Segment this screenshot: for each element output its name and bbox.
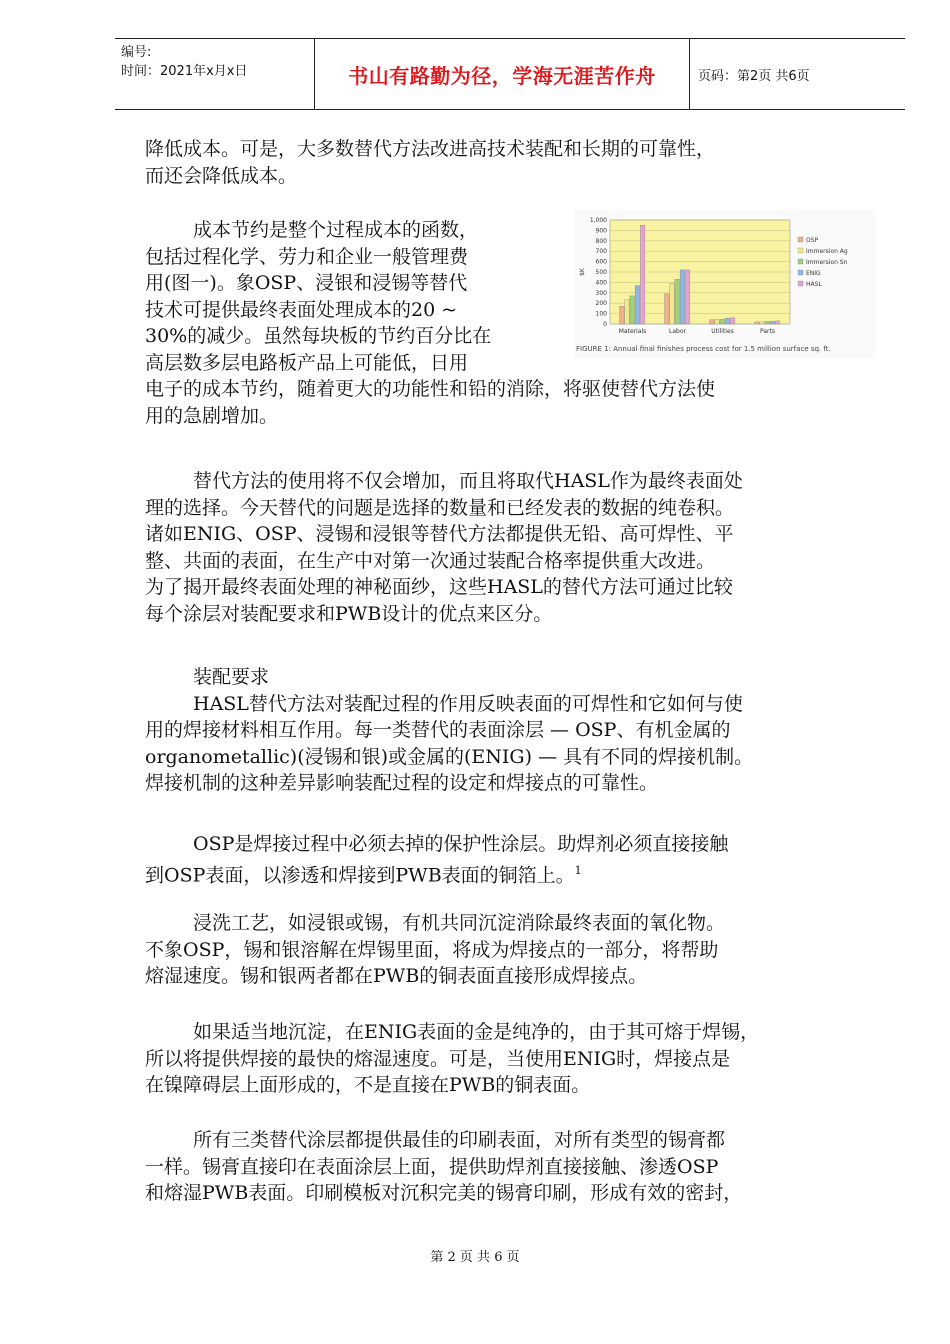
bar [730,318,735,324]
y-axis-label: $K [579,268,586,276]
figure-1 [574,210,876,358]
header-page-info: 页码：第2页 共6页 [698,68,810,84]
bar [680,270,685,324]
text-line: 用的急剧增加。 [145,404,279,427]
bar [760,322,765,324]
text-line: 包括过程化学、劳力和企业一般管理费 [145,245,469,268]
text-line: 如果适当地沉淀，在ENIG表面的金是纯净的，由于其可熔于焊锡， [193,1021,760,1043]
legend-swatch [798,270,803,275]
text-line: 为了揭开最终表面处理的神秘面纱，这些HASL的替代方法可通过比较 [145,576,733,598]
text-line: 不象OSP，锡和银溶解在焊锡里面，将成为焊接点的一部分，将帮助 [145,938,719,961]
y-tick-label: 1,000 [589,217,607,224]
text-line: 30%的减少。虽然每块板的节约百分比在 [145,325,492,347]
section-assembly [145,664,890,797]
text-line: 到OSP表面，以渗透和焊接到PWB表面的铜箔上。 [145,863,575,886]
section-heading: 装配要求 [193,666,270,688]
document-number-label: 编号: [121,45,152,60]
text-line: 降低成本。可是，大多数替代方法改进高技术装配和长期的可靠性， [145,138,716,160]
bar [665,294,670,324]
paragraph-3 [145,468,890,627]
paragraph-6 [145,910,890,990]
bar-chart [574,210,876,345]
x-tick-label: Labor [669,328,686,335]
bar [670,283,675,324]
text-line: organometallic)(浸锡和银)或金属的(ENIG) — 具有不同的焊接机制。 [145,745,754,768]
y-tick-label: 300 [595,289,607,297]
x-tick-label: Parts [760,328,775,335]
page-header [115,38,905,110]
figure-caption: FIGURE 1: Annual final finishes process cost for 1.5 million surface sq. ft. [576,345,831,353]
text-line: 熔湿速度。锡和银两者都在PWB的铜表面直接形成焊接点。 [145,965,648,987]
bar [625,300,630,324]
legend-label: ENIG [806,270,821,277]
bar [755,322,760,324]
bar [770,321,775,324]
y-tick-label: 400 [595,279,607,287]
text-line: 所有三类替代涂层都提供最佳的印刷表面，对所有类型的锡膏都 [193,1129,726,1151]
header-motto: 书山有路勤为径，学海无涯苦作舟 [315,39,690,109]
text-line: OSP是焊接过程中必须去掉的保护性涂层。助焊剂必须直接接触 [193,833,729,855]
bar [675,279,680,324]
text-line: 所以将提供焊接的最快的熔湿速度。可是，当使用ENIG时，焊接点是 [145,1047,731,1070]
text-line: 用(图一)。象OSP、浸银和浸锡等替代 [145,272,468,294]
y-tick-label: 900 [595,227,607,235]
text-line: 整、共面的表面，在生产中对第一次通过装配合格率提供重大改进。 [145,549,716,572]
header-meta [115,39,315,109]
document-time-label: 时间：2021年x月x日 [121,64,248,79]
text-line: HASL替代方法对装配过程的作用反映表面的可焊性和它如何与使 [193,692,743,715]
y-tick-label: 0 [603,321,607,328]
text-line: 每个涂层对装配要求和PWB设计的优点来区分。 [145,602,553,625]
y-tick-label: 200 [595,300,607,308]
page-footer: 第 2 页 共 6 页 [430,1250,520,1265]
legend-label: Immersion Ag [806,248,848,255]
text-line: 用的焊接材料相互作用。每一类替代的表面涂层 — OSP、有机金属的 [145,719,731,741]
paragraph-5 [145,831,890,884]
legend-swatch [798,237,803,242]
text-line: 高层数多层电路板产品上可能低，日用 [145,351,469,374]
x-tick-label: Utilities [711,328,734,335]
x-tick-label: Materials [618,328,647,335]
paragraph-7 [145,1019,890,1099]
bar [765,321,770,324]
text-line: 和熔湿PWB表面。印刷模板对沉积完美的锡膏印刷，形成有效的密封， [145,1182,743,1204]
text-line: 替代方法的使用将不仅会增加，而且将取代HASL作为最终表面处 [193,470,743,492]
legend-swatch [798,281,803,286]
text-line: 而还会降低成本。 [145,164,298,187]
text-line: 技术可提供最终表面处理成本的20 ~ [145,298,458,321]
bar [635,286,640,324]
bar [720,319,725,324]
bar [710,320,715,324]
bar [620,306,625,324]
text-line: 浸洗工艺，如浸银或锡，有机共同沉淀消除最终表面的氧化物。 [193,912,726,934]
legend-label: Immersion Sn [806,259,848,266]
bar [715,319,720,324]
text-line: 焊接机制的这种差异影响装配过程的设定和焊接点的可靠性。 [145,772,659,794]
bar [640,225,645,324]
paragraph-1 [145,136,890,189]
legend-label: HASL [806,281,822,288]
y-tick-label: 600 [595,258,607,266]
text-line: 诸如ENIG、OSP、浸锡和浸银等替代方法都提供无铅、高可焊性、平 [145,523,734,545]
text-line: 电子的成本节约，随着更大的功能性和铅的消除，将驱使替代方法使 [145,378,716,400]
y-tick-label: 800 [595,237,607,245]
paragraph-8 [145,1127,890,1207]
bar [685,270,690,324]
bar [725,318,730,324]
y-tick-label: 700 [595,248,607,256]
text-line: 成本节约是整个过程成本的函数， [193,219,479,241]
y-tick-label: 500 [595,269,607,276]
text-line: 一样。锡膏直接印在表面涂层上面，提供助焊剂直接接触、渗透OSP [145,1155,719,1178]
footnote-marker: 1 [574,863,582,877]
legend-label: OSP [806,237,819,244]
text-line: 理的选择。今天替代的问题是选择的数量和已经发表的数据的纯卷积。 [145,496,735,519]
bar [775,321,780,324]
text-line-with-footnote [145,858,890,885]
text-line: 在镍障碍层上面形成的，不是直接在PWB的铜表面。 [145,1074,591,1096]
bar [630,296,635,324]
y-tick-label: 100 [595,310,607,318]
legend-swatch [798,259,803,264]
legend-swatch [798,248,803,253]
